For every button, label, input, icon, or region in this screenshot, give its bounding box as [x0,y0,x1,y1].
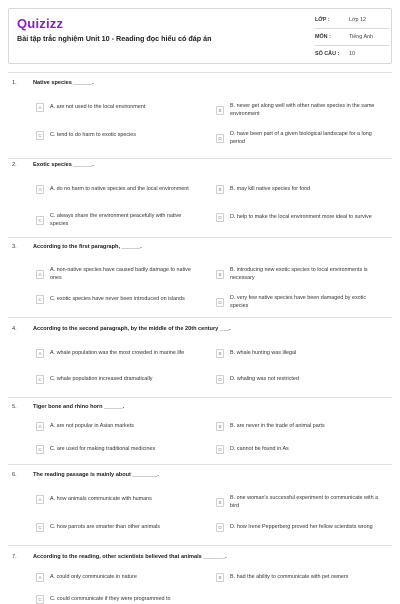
option-letter-badge: A [36,573,44,582]
answer-option[interactable] [36,267,198,282]
answer-option[interactable] [216,422,380,431]
answer-option[interactable] [36,349,198,358]
option-letter-badge: D [216,134,224,143]
option-text: B. whale hunting was illegal [230,349,297,356]
option-text: B. are never in the trade of animal parts [230,422,325,429]
meta-label: MÔN : [315,34,331,40]
answer-option[interactable] [36,103,198,112]
option-text: A. are not popular in Asian markets [50,422,134,429]
option-text: A. do no harm to native species and the local environment [50,185,189,192]
option-text: B. one woman's successful experiment to communicate with a bird [230,495,379,509]
question-number: 6. [12,472,17,478]
quizizz-logo: Quizizz [17,16,64,31]
question-number: 3. [12,244,17,250]
option-letter-badge: B [216,185,224,194]
option-text: D. very few native species have been damaged by exotic species [230,295,367,309]
meta-value: Tiếng Anh [349,34,374,40]
meta-label: SỐ CÂU : [315,51,340,57]
answer-option[interactable] [216,523,380,532]
option-letter-badge: D [216,213,224,222]
option-letter-badge: B [216,106,224,115]
answer-option[interactable] [216,295,380,310]
question-divider [8,237,392,238]
option-letter-badge: A [36,349,44,358]
question-stem: According to the reading, other scientists believed that animals _______. [33,554,227,560]
option-letter-badge: C [36,131,44,140]
question-stem: Tiger bone and rhino horn ______. [33,404,125,410]
option-text: D. how Irene Pepperberg proved her fellow scientists wrong [230,523,373,530]
answer-option[interactable] [36,185,198,194]
answer-option[interactable] [36,573,198,582]
option-text: A. non-native species have caused badly damage to native ones [50,267,191,281]
option-text: A. how animals communicate with humans [50,495,152,502]
option-letter-badge: A [36,103,44,112]
answer-option[interactable] [216,103,380,118]
option-text: D. whaling was not restricted [230,375,299,382]
question-divider [8,158,392,159]
option-text: C. tend to do harm to exotic species [50,131,136,138]
option-text: D. cannot be found in As [230,445,289,452]
option-text: C. always share the environment peacefully with native species [50,213,182,227]
option-text: B. never get along well with other native species in the same environment [230,103,375,117]
question-number: 7. [12,554,17,560]
answer-option[interactable] [216,375,380,384]
question-divider [8,397,392,398]
meta-value: 10 [349,51,355,57]
option-letter-badge: C [36,295,44,304]
option-text: D. help to make the local environment more ideal to survive [230,213,372,220]
option-text: B. had the ability to communicate with pet owners [230,573,349,580]
option-letter-badge: D [216,298,224,307]
answer-option[interactable] [36,295,198,304]
option-letter-badge: B [216,573,224,582]
answer-option[interactable] [216,573,380,582]
answer-option[interactable] [216,131,380,146]
option-letter-badge: C [36,445,44,454]
question-divider [8,72,392,73]
option-letter-badge: B [216,349,224,358]
answer-option[interactable] [36,422,198,431]
option-text: B. may kill native species for food [230,185,310,192]
option-letter-badge: C [36,216,44,225]
option-letter-badge: D [216,375,224,384]
answer-option[interactable] [36,495,198,504]
question-stem: The reading passage is mainly about ________. [33,472,159,478]
question-number: 4. [12,326,17,332]
answer-option[interactable] [36,445,198,454]
answer-option[interactable] [216,495,380,510]
question-number: 5. [12,404,17,410]
question-stem: Native species ______. [33,80,94,86]
option-letter-badge: A [36,422,44,431]
option-letter-badge: C [36,375,44,384]
question-stem: Exotic species ______. [33,162,94,168]
page-title: Bài tập trắc nghiệm Unit 10 - Reading đọc hiểu có đáp án [17,34,212,43]
answer-option[interactable] [216,185,380,194]
question-divider [8,545,392,546]
option-letter-badge: C [36,523,44,532]
question-number: 1. [12,80,17,86]
question-stem: According to the second paragraph, by the middle of the 20th century ___. [33,326,231,332]
option-text: A. whale population was the most crowded in marine life [50,349,185,356]
option-text: A. are not used to the local environment [50,103,146,110]
option-letter-badge: A [36,185,44,194]
meta-value: Lớp 12 [349,17,367,23]
option-text: C. whale population increased dramatically [50,375,153,382]
option-text: C. how parrots are smarter than other animals [50,523,160,530]
answer-option[interactable] [36,523,198,532]
option-text: D. have been part of a given biological landscape for a long period [230,131,372,145]
question-stem: According to the first paragraph, ______. [33,244,142,250]
option-text: A. could only communicate in nature [50,573,137,580]
question-divider [8,317,392,318]
option-letter-badge: C [36,595,44,604]
answer-option[interactable] [216,213,380,222]
option-letter-badge: A [36,495,44,504]
meta-label: LỚP : [315,17,330,23]
answer-option[interactable] [216,267,380,282]
option-text: B. introducing new exotic species to local environments is necessary [230,267,368,281]
question-divider [8,464,392,465]
answer-option[interactable] [36,131,198,140]
answer-option[interactable] [36,213,198,228]
option-letter-badge: B [216,270,224,279]
option-text: C. exotic species have never been introduced on islands [50,295,185,302]
option-text: C. are used for making traditional medicines [50,445,156,452]
option-text: C. could communicate if they were programmed to [50,595,171,602]
question-number: 2. [12,162,17,168]
answer-option[interactable] [216,445,380,454]
option-letter-badge: D [216,523,224,532]
option-letter-badge: D [216,445,224,454]
answer-option[interactable] [216,349,380,358]
option-letter-badge: B [216,422,224,431]
option-letter-badge: B [216,498,224,507]
answer-option[interactable] [36,375,198,384]
option-letter-badge: A [36,270,44,279]
